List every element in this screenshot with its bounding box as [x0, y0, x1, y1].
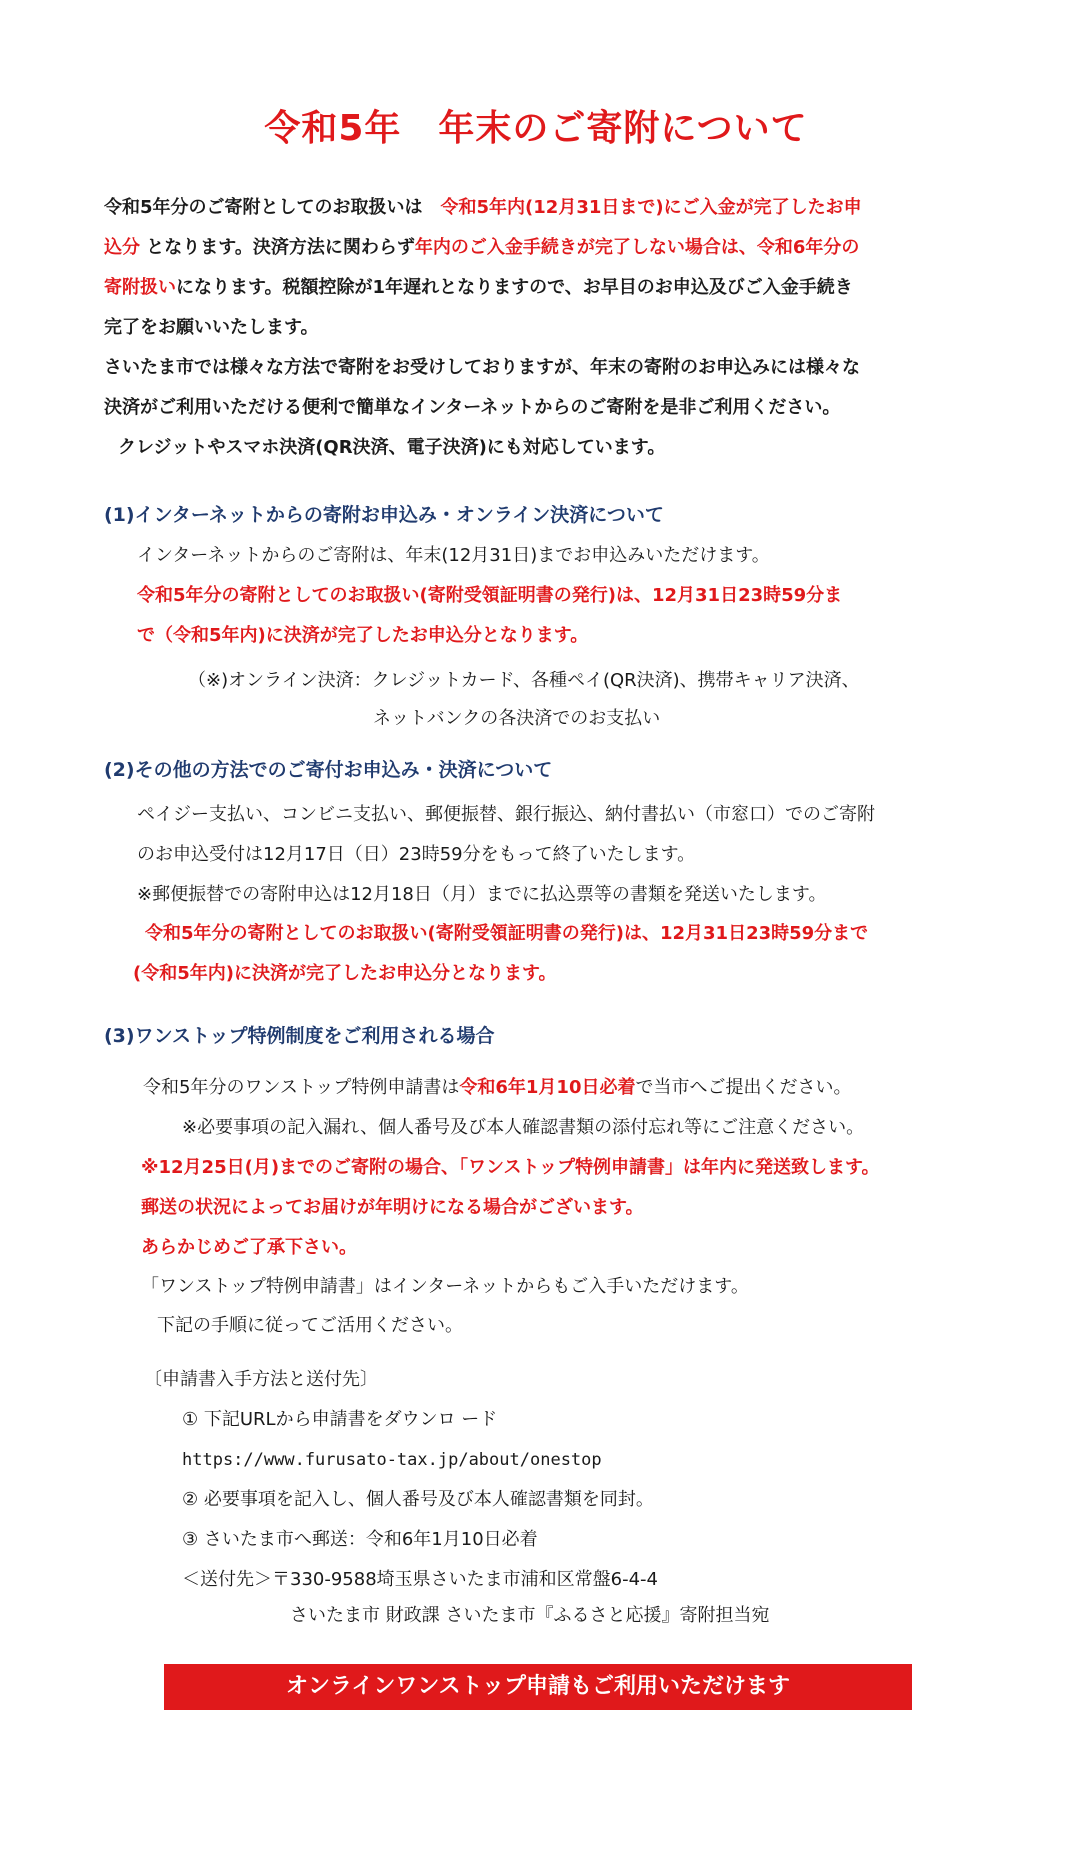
section-3-heading: (3)ワンストップ特例制度をご利用される場合 — [104, 1025, 495, 1047]
intro-line-7: クレジットやスマホ決済(QR決済、電子決済)にも対応しています。 — [118, 437, 666, 458]
section-2-line-1: ペイジー支払い、コンビニ支払い、郵便振替、銀行振込、納付書払い（市窓口）でのご寄附 — [137, 804, 875, 825]
intro-line-5: さいたま市では様々な方法で寄附をお受けしておりますが、年末の寄附のお申込みには様々な — [104, 357, 860, 378]
onestop-url: https://www.furusato-tax.jp/about/onestop — [182, 1450, 602, 1470]
procedure-step-3: ③ さいたま市へ郵送：令和6年1月10日必着 — [182, 1529, 538, 1550]
procedure-step-2: ② 必要事項を記入し、個人番号及び本人確認書類を同封。 — [182, 1489, 654, 1510]
section-1-line-1: インターネットからのご寄附は、年末(12月31日)までお申込みいただけます。 — [137, 545, 770, 566]
section-3-line-7: 下記の手順に従ってご活用ください。 — [157, 1315, 463, 1336]
procedure-heading: 〔申請書入手方法と送付先〕 — [144, 1369, 378, 1390]
section-2-heading: (2)その他の方法でのご寄付お申込み・決済について — [104, 759, 553, 781]
section-1-heading: (1)インターネットからの寄附お申込み・オンライン決済について — [104, 504, 664, 526]
section-1-line-4: （※)オンライン決済：クレジットカード、各種ペイ(QR決済)、携帯キャリア決済、 — [188, 670, 860, 691]
intro-line-2: 込分 となります。決済方法に関わらず年内のご入金手続きが完了しない場合は、令和6年分の — [104, 237, 860, 258]
section-1-line-2: 令和5年分の寄附としてのお取扱い(寄附受領証明書の発行)は、12月31日23時59分ま — [137, 585, 843, 606]
page-title: 令和5年 年末のご寄附について — [264, 108, 808, 149]
section-3-line-2: ※必要事項の記入漏れ、個人番号及び本人確認書類の添付忘れ等にご注意ください。 — [182, 1117, 865, 1138]
intro-line-3: 寄附扱いになります。税額控除が1年遅れとなりますので、お早目のお申込及びご入金手続き — [104, 277, 853, 298]
intro-line-4: 完了をお願いいたします。 — [104, 317, 319, 338]
section-3-line-3: ※12月25日(月)までのご寄附の場合、「ワンストップ特例申請書」は年内に発送致します。 — [141, 1157, 880, 1178]
section-1-line-5: ネットバンクの各決済でのお支払い — [373, 708, 661, 729]
section-2-line-2: のお申込受付は12月17日（日）23時59分をもって終了いたします。 — [137, 844, 696, 865]
section-3-line-5: あらかじめご了承下さい。 — [141, 1237, 357, 1258]
section-2-line-5: (令和5年内)に決済が完了したお申込分となります。 — [133, 963, 557, 984]
mailing-address: ＜送付先＞〒330-9588埼玉県さいたま市浦和区常盤6-4-4 — [182, 1569, 659, 1590]
section-3-line-6: 「ワンストップ特例申請書」はインターネットからもご入手いただけます。 — [141, 1276, 749, 1297]
online-onestop-banner: オンラインワンストップ申請もご利用いただけます — [164, 1664, 912, 1710]
section-2-line-4: 令和5年分の寄附としてのお取扱い(寄附受領証明書の発行)は、12月31日23時59分まで — [145, 923, 869, 944]
mailing-recipient: さいたま市 財政課 さいたま市『ふるさと応援』寄附担当宛 — [290, 1605, 770, 1626]
section-1-line-3: で（令和5年内)に決済が完了したお申込分となります。 — [137, 625, 589, 646]
intro-line-1: 令和5年分のご寄附としてのお取扱いは 令和5年内(12月31日まで)にご入金が完了したお申 — [104, 197, 862, 218]
intro-line-6: 決済がご利用いただける便利で簡単なインターネットからのご寄附を是非ご利用ください。 — [104, 397, 841, 418]
section-3-line-4: 郵送の状況によってお届けが年明けになる場合がございます。 — [141, 1197, 644, 1218]
section-2-line-3: ※郵便振替での寄附申込は12月18日（月）までに払込票等の書類を発送いたします。 — [137, 884, 827, 905]
procedure-step-1: ① 下記URLから申請書をダウンロ ード — [182, 1409, 498, 1430]
section-3-line-1: 令和5年分のワンストップ特例申請書は令和6年1月10日必着で当市へご提出ください。 — [143, 1077, 852, 1098]
